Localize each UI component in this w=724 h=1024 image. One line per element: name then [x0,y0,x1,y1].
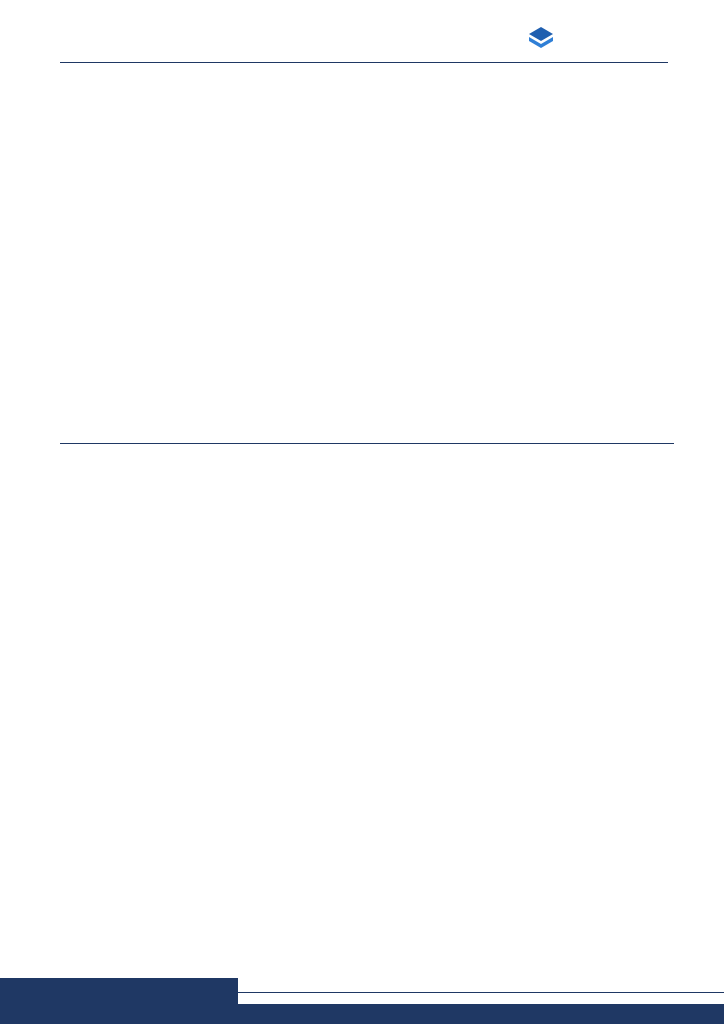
brand-logo [528,24,673,60]
header-divider [60,62,668,63]
brand-logo-icon [528,26,554,56]
figure-title [60,423,674,444]
footer-band [0,1004,724,1024]
disclaimer-banner [0,978,238,1004]
